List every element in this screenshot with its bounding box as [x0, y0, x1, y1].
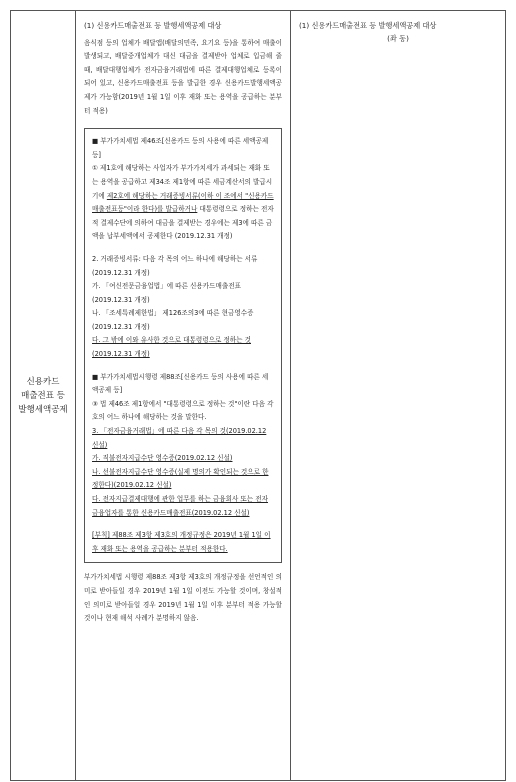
law2-item-da: 다. 전자지급결제대행에 관한 업무를 하는 금융회사 또는 전자금융업자를 통한 신용카드매출전표(2019.02.12 신설)	[92, 495, 269, 517]
row-label-line: 발행세액공제	[18, 404, 68, 415]
law2-item-ga: 가. 직불전자지급수단 영수증(2019.02.12 신설)	[92, 454, 233, 463]
law1-title: ■ 부가가치세법 제46조[신용카드 등의 사용에 따른 세액공제 등]	[92, 137, 269, 159]
intro-paragraph: 음식점 등의 업체가 배달앱(배달의민족, 요기요 등)을 통하여 매출이 발생되고, 배달중개업체가 대신 대금을 결제받아 업체로 입금해 줄 때, 배달대행업체가 전자금융거래법에 따른 결제대행업체로 등록이 되어 있고, 신용카드매출전표 등을 발급한 경우 신용카드발행세액공제가 가능함(2019년 1월 1일 이후 재화 또는 용역을 공급하는 분부터 적용)	[84, 38, 282, 115]
law1-item-ga: 가. 「여신전문금융업법」에 따른 신용카드매출전표 (2019.12.31 개정)	[92, 282, 241, 304]
law-excerpt-box	[84, 128, 282, 563]
addendum-rule: [부칙] 제88조 제3항 제3호의 개정규정은 2019년 1월 1일 이후 재화 또는 용역을 공급하는 분부터 적용한다.	[92, 531, 271, 553]
comparison-table	[10, 10, 506, 781]
row-label-line: 매출전표 등	[21, 390, 65, 401]
revised-law-cell	[291, 11, 506, 781]
section-heading: (1) 신용카드매출전표 등 발행세액공제 대상	[84, 21, 222, 30]
law2-item3: 3. 「전자금융거래법」에 따른 다음 각 목의 것(2019.02.12 신설)	[92, 427, 267, 449]
row-label-line: 신용카드	[26, 376, 60, 387]
row-label-cell	[11, 11, 76, 781]
current-law-cell	[76, 11, 291, 781]
law2-title: ■ 부가가치세법시행령 제88조[신용카드 등의 사용에 따른 세액공제 등]	[92, 372, 269, 395]
law1-paragraph1: ① 제1호에 해당하는 사업자가 부가가치세가 과세되는 재화 또는 용역을 공급하고 제34조 제1항에 따른 세금계산서의 발급시기에 제2호에 해당하는 거래증빙서류(이하 이 조에서 "신용카드매출전표등"이라 한다)를 발급하거나 대통령령으로 정하는 전자적 결제수단에 의하여 대금을 결제받는 경우에는 제3에 따른 금액을 납부세액에서 공제한다 (2019.12.31 개정)	[92, 164, 274, 241]
section-heading-right: (1) 신용카드매출전표 등 발행세액공제 대상	[299, 21, 437, 30]
same-as-left-note: (좌 동)	[387, 34, 409, 43]
law2-item-na: 나. 선불전자지급수단 영수증(실제 명의가 확인되는 것으로 한정한다)(2019.02.12 신설)	[92, 467, 269, 490]
law1-item-da: 다. 그 밖에 이와 유사한 것으로 대통령령으로 정하는 것(2019.12.31 개정)	[92, 336, 251, 359]
law2-paragraph3: ③ 법 제46조 제1항에서 "대통령령으로 정하는 것"이란 다음 각 호의 어느 하나에 해당하는 것을 말한다.	[92, 399, 274, 422]
closing-paragraph: 부가가치세법 시행령 제88조 제3항 제3호의 개정규정을 선언적인 의미로 받아들일 경우 2019년 1월 1일 이전도 가능할 것이며, 창설적인 의미로 받아들일 경우 2019년 1월 1일 이후 분부터 적용 가능할 것이나 현재 해석 사례가 분명하지 않음.	[84, 573, 282, 623]
law1-item2: 2. 거래증빙서류: 다음 각 목의 어느 하나에 해당하는 서류(2019.12.31 개정)	[92, 254, 258, 277]
law1-item-na: 나. 「조세특례제한법」 제126조의3에 따른 현금영수증(2019.12.31 개정)	[92, 309, 254, 331]
